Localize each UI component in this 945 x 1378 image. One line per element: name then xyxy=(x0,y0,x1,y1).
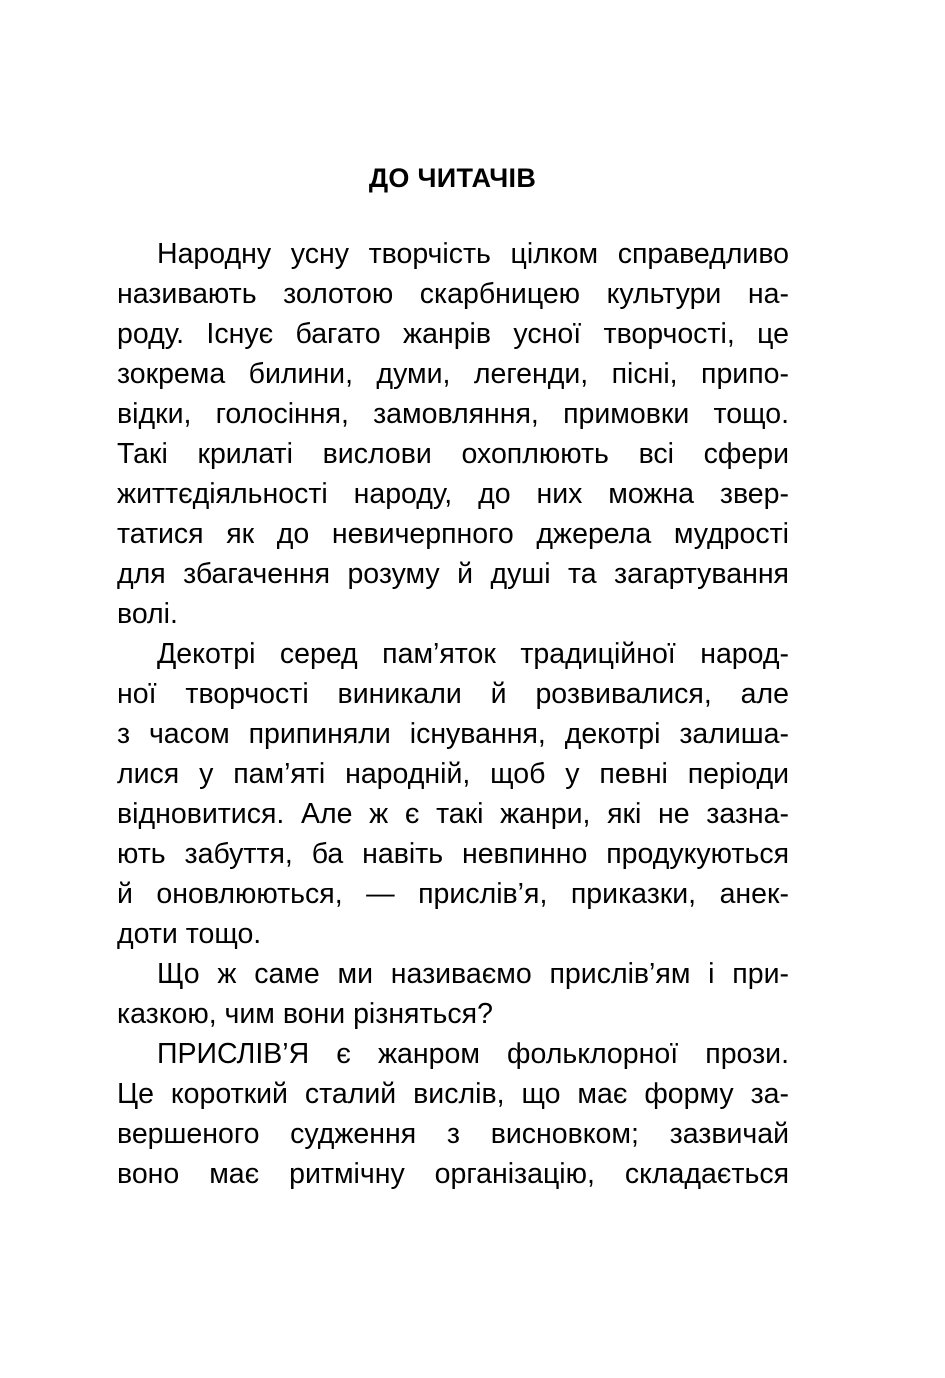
paragraph-2-line-6: ють забуття, ба навіть невпинно продукуються xyxy=(117,838,789,870)
paragraph-2-line-5: відновитися. Але ж є такі жанри, які не зазна- xyxy=(117,798,789,830)
paragraph-1-line-6: Такі крилаті вислови охоплюють всі сфери xyxy=(117,438,789,470)
body-text xyxy=(117,234,789,1194)
page-title: ДО ЧИТАЧІВ xyxy=(368,163,537,193)
paragraph-4-line-2: Це короткий сталий вислів, що має форму за- xyxy=(117,1078,789,1110)
paragraph-4-line-3: вершеного судження з висновком; зазвичай xyxy=(117,1118,789,1150)
paragraph-1-line-3: роду. Існує багато жанрів усної творчості, це xyxy=(117,318,789,350)
paragraph-4-line-1: ПРИСЛІВ’Я є жанром фольклорної прози. xyxy=(157,1038,789,1070)
paragraph-2-line-7: й оновлюються, — прислів’я, приказки, анек- xyxy=(117,878,789,910)
paragraph-4-line-4: воно має ритмічну організацію, складається xyxy=(117,1158,789,1190)
paragraph-1-line-1: Народну усну творчість цілком справедливо xyxy=(157,238,789,270)
paragraph-3-line-2: казкою, чим вони різняться? xyxy=(117,998,493,1030)
paragraph-1-line-7: життєдіяльності народу, до них можна звер- xyxy=(117,478,789,510)
paragraph-2-line-3: з часом припиняли існування, декотрі залиша- xyxy=(117,718,789,750)
paragraph-1-line-8: татися як до невичерпного джерела мудрості xyxy=(117,518,789,550)
paragraph-2-line-4: лися у пам’яті народній, щоб у певні періоди xyxy=(117,758,789,790)
paragraph-2-line-1: Декотрі серед пам’яток традиційної народ- xyxy=(157,638,789,670)
paragraph-1-line-10: волі. xyxy=(117,598,178,630)
paragraph-1-line-2: називають золотою скарбницею культури на- xyxy=(117,278,789,310)
paragraph-1-line-4: зокрема билини, думи, легенди, пісні, припо- xyxy=(117,358,789,390)
paragraph-1-line-5: відки, голосіння, замовляння, примовки тощо. xyxy=(117,398,789,430)
paragraph-2-line-2: ної творчості виникали й розвивалися, але xyxy=(117,678,789,710)
paragraph-3-line-1: Що ж саме ми називаємо прислів’ям і при- xyxy=(157,958,789,990)
paragraph-1-line-9: для збагачення розуму й душі та загартування xyxy=(117,558,789,590)
paragraph-2-line-8: доти тощо. xyxy=(117,918,262,950)
